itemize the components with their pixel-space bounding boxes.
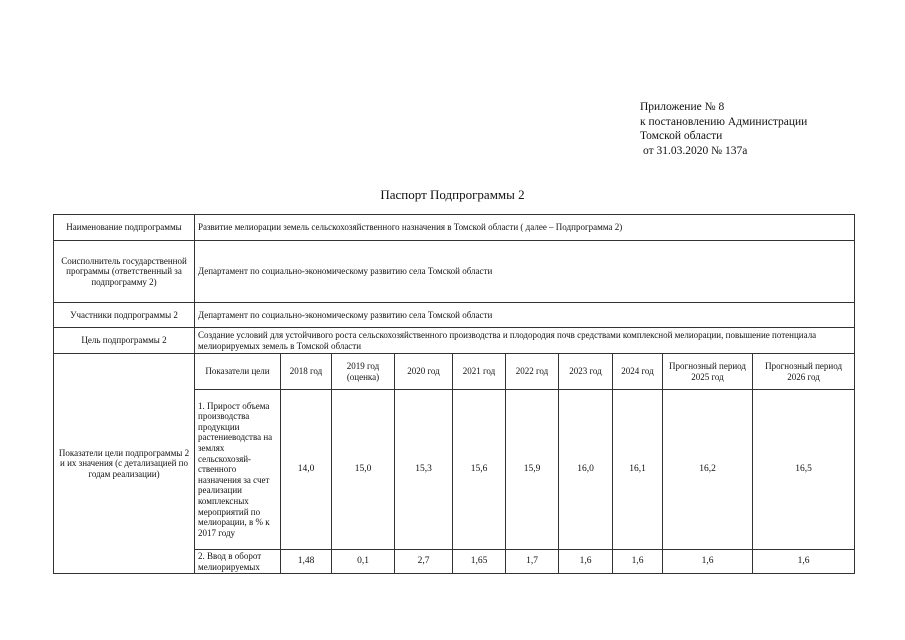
header-cell: 2020 год (395, 354, 453, 390)
row-participants (54, 303, 855, 328)
indicator-value: 1,6 (753, 550, 855, 574)
indicator-value: 1,6 (559, 550, 613, 574)
indicator-value: 1,6 (663, 550, 753, 574)
indicator-value: 16,2 (663, 390, 753, 550)
indicator-value: 1,7 (506, 550, 559, 574)
header-cell: Прогнозный период 2026 год (753, 354, 855, 390)
name-value: Развитие мелиорации земель сельскохозяйственного назначения в Томской области ( далее – Подпрограмма 2) (195, 215, 855, 241)
indicator-value: 15,9 (506, 390, 559, 550)
header-cell: 2018 год (281, 354, 332, 390)
header-cell: Прогнозный период 2025 год (663, 354, 753, 390)
row-goal (54, 328, 855, 354)
indicator-value: 14,0 (281, 390, 332, 550)
header-cell: 2019 год (оценка) (332, 354, 395, 390)
coexecutor-value: Департамент по социально-экономическому развитию села Томской области (195, 241, 855, 303)
header-cell: Показатели цели (195, 354, 281, 390)
goal-value: Создание условий для устойчивого роста сельскохозяйственного производства и плодородия почв средствами комплексной мелиорации, повышение потенциала мелиорируемых земель в Томской области (195, 328, 855, 354)
row-coexecutor (54, 241, 855, 303)
indicator-value: 16,0 (559, 390, 613, 550)
participants-value: Департамент по социально-экономическому развитию села Томской области (195, 303, 855, 328)
appendix-line-3: Томской области (640, 130, 723, 142)
row-name (54, 215, 855, 241)
indicator-value: 15,3 (395, 390, 453, 550)
indicator-value: 2,7 (395, 550, 453, 574)
appendix-line-1: Приложение № 8 (640, 101, 725, 113)
coexecutor-label: Соисполнитель государственной программы (ответственный за подпрограмму 2) (54, 241, 195, 303)
indicator-name: 2. Ввод в оборот мелиорируемых (195, 550, 281, 574)
indicator-header-row (54, 354, 855, 390)
passport-table (53, 214, 855, 574)
indicator-value: 1,6 (613, 550, 663, 574)
indicator-value: 16,5 (753, 390, 855, 550)
appendix-line-2: к постановлению Администрации (640, 115, 808, 128)
indicator-value: 16,1 (613, 390, 663, 550)
indicator-value: 1,65 (453, 550, 506, 574)
document-title: Паспорт Подпрограммы 2 (380, 187, 525, 202)
name-label: Наименование подпрограммы (54, 215, 195, 241)
indicator-value: 1,48 (281, 550, 332, 574)
header-cell: 2021 год (453, 354, 506, 390)
header-cell: 2023 год (559, 354, 613, 390)
indicator-value: 15,6 (453, 390, 506, 550)
header-cell: 2022 год (506, 354, 559, 390)
goal-label: Цель подпрограммы 2 (54, 328, 195, 354)
indicator-name: 1. Прирост объема производства продукции растениеводства на землях сельскохозяй-ственного назначения за счет реализации комплексных мероприятий по мелиорации, в % к 2017 году (195, 390, 281, 550)
indicator-value: 15,0 (332, 390, 395, 550)
appendix-block (640, 100, 807, 158)
appendix-line-4: от 31.03.2020 № 137а (643, 144, 748, 157)
participants-label: Участники подпрограммы 2 (54, 303, 195, 328)
header-cell: 2024 год (613, 354, 663, 390)
indicator-value: 0,1 (332, 550, 395, 574)
indicators-label: Показатели цели подпрограммы 2 и их значения (с детализацией по годам реализации) (54, 354, 195, 574)
